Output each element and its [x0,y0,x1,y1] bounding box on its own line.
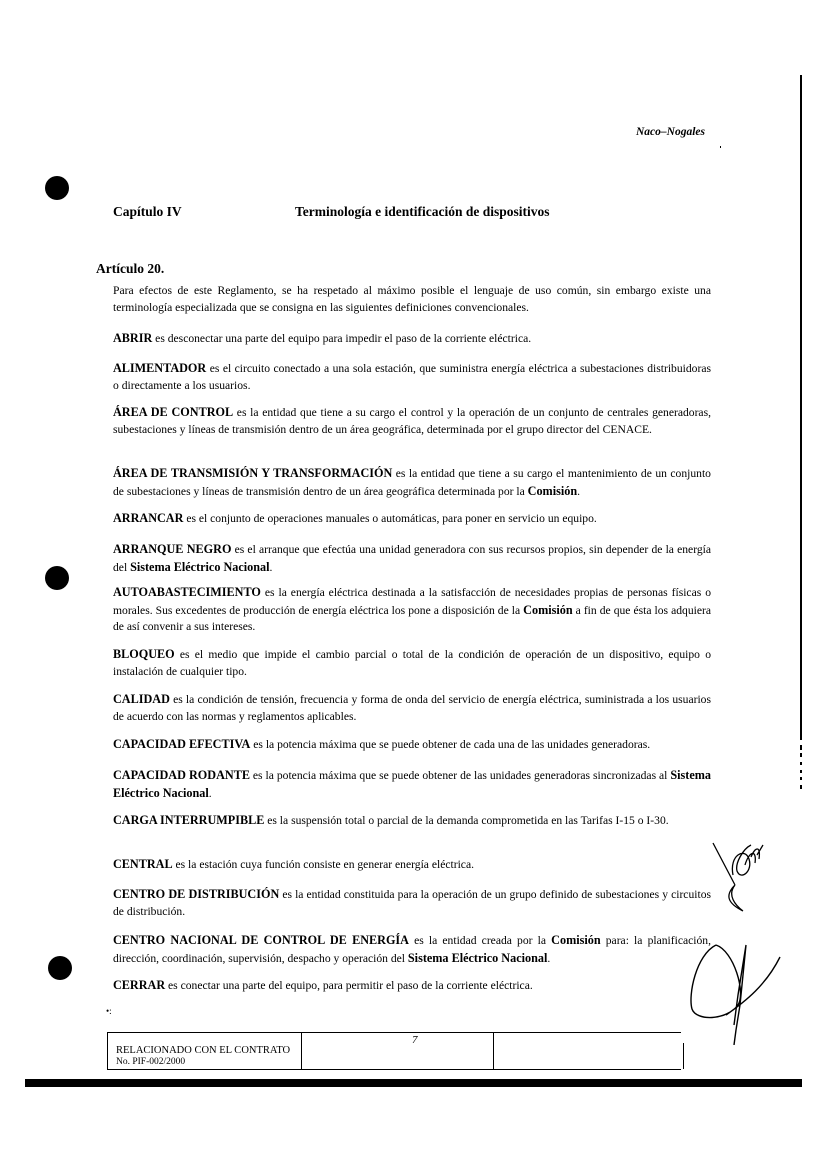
definition-text: es la potencia máxima que se puede obtener de cada una de las unidades generadoras. [250,738,651,751]
definition-term: ALIMENTADOR [113,361,207,375]
footer-middle-cell [302,1033,494,1069]
definition-bold: Sistema Eléctrico Nacional [113,768,711,800]
definition-text: es el conjunto de operaciones manuales o automáticas, para poner en servicio un equipo. [183,512,597,525]
definition-term: CAPACIDAD EFECTIVA [113,737,251,751]
definition-term: CENTRO DE DISTRIBUCIÓN [113,887,280,901]
definition-item [113,510,711,528]
definition-item [113,584,711,636]
definition-bold: Comisión [527,483,578,498]
definition-bold: Comisión [551,933,601,947]
chapter-title: Terminología e identificación de dispositivos [295,204,550,219]
definition-text: es el circuito conectado a una sola estación, que suministra energía eléctrica a subestaciones distribuidoras o directamente a los usuarios. [113,362,711,392]
footer-table [107,1032,681,1070]
definition-text: es la energía eléctrica destinada a la satisfacción de necesidades propias de personas físicas o morales. Sus excedentes de producción de energía eléctrica los pone a disposición de la [113,586,711,617]
punch-hole-middle [45,566,69,590]
definition-item [113,767,711,802]
definition-item [113,691,711,725]
contract-number: No. PIF-002/2000 [116,1057,186,1067]
definition-item [113,330,711,348]
definition-term: CALIDAD [113,692,170,706]
definition-tail: a fin de que ésta los adquiera de así convenir a sus intereses. [113,603,711,633]
definition-text: es la potencia máxima que se puede obtener de las unidades generadoras sincronizadas al [249,769,671,782]
definition-item [113,886,711,920]
definition-bold: Comisión [523,602,573,617]
bottom-bar [25,1079,802,1087]
signature-initials-icon [705,835,775,915]
definition-item [113,736,711,754]
definition-text: es la estación cuya función consiste en generar energía eléctrica. [172,858,474,871]
footer-contract-cell [108,1033,302,1069]
definition-term: ARRANQUE NEGRO [113,542,232,556]
definition-item [113,541,711,576]
table-right-tick [683,1043,684,1069]
definition-term: CENTRO NACIONAL DE CONTROL DE ENERGÍA [113,933,409,947]
definition-text: es el arranque que efectúa una unidad generadora con sus recursos propios, sin depender de la energía del [113,543,712,574]
page-mark: 7 [412,1034,418,1046]
stray-mark: •: [106,1006,112,1016]
punch-hole-top [45,176,69,200]
chapter-number: Capítulo IV [113,204,182,219]
definition-term: ÁREA DE CONTROL [113,405,234,419]
definition-item [113,465,711,500]
intro-paragraph: Para efectos de este Reglamento, se ha respetado al máximo posible el lenguaje de uso común, sin embargo existe una terminología especializada que se consigna en las siguientes definiciones convencionales. [113,284,711,314]
definition-text: es la entidad que tiene a su cargo el control y la operación de un conjunto de centrales generadoras, subestaciones y líneas de transmisión dentro de un área geográfica, determinada por el grupo director del CENACE. [113,406,711,436]
definition-text: es la condición de tensión, frecuencia y forma de onda del servicio de energía eléctrica, suministrada a los usuarios de acuerdo con las normas y reglamentos aplicables. [113,693,711,723]
signature-icon [686,935,786,1045]
definition-bold: Sistema Eléctrico Nacional [407,950,548,965]
definition-term: ABRIR [113,331,153,345]
definition-text: es desconectar una parte del equipo para impedir el paso de la corriente eléctrica. [152,332,532,345]
page-edge-dash [800,753,802,757]
definition-text: es la entidad constituida para la operación de un grupo definido de subestaciones y circuitos de distribución. [113,888,711,918]
definition-text: es conectar una parte del equipo, para permitir el paso de la corriente eléctrica. [165,979,533,992]
page-edge-dash [800,777,802,780]
header-location: Naco–Nogales [636,126,705,138]
definition-item [113,856,711,874]
page-edge-dash [800,770,802,773]
definition-term: ARRANCAR [113,511,184,525]
definition-tail: . [208,786,212,800]
definition-text: es la entidad creada por la [408,934,552,947]
definition-item [113,360,711,394]
definition-term: AUTOABASTECIMIENTO [113,585,261,599]
definition-item [113,646,711,680]
definition-tail: . [269,560,273,574]
contract-label: RELACIONADO CON EL CONTRATO [116,1045,291,1056]
definition-tail: . [547,951,551,965]
definition-term: CERRAR [113,978,166,992]
definition-text: es el medio que impide el cambio parcial o total de la condición de operación de un dispositivo, equipo o instalación de cualquier tipo. [113,648,711,678]
definition-text: es la suspensión total o parcial de la demanda comprometida en las Tarifas I-15 o I-30. [264,814,669,827]
speck [720,146,721,148]
footer-right-cell [494,1033,681,1069]
definition-tail: . [577,484,580,498]
definition-term: CAPACIDAD RODANTE [113,768,250,782]
page-edge-dash [800,745,802,750]
punch-hole-bottom [48,956,72,980]
definition-item [113,977,711,995]
page-edge-dash [800,785,802,789]
definition-text: para: la planificación, dirección, coordinación, supervisión, despacho y operación del [113,934,711,965]
page-edge-dash [800,762,802,765]
definition-item [113,812,711,830]
page-edge-line [800,75,802,740]
definition-bold: Sistema Eléctrico Nacional [130,559,270,574]
definition-term: CENTRAL [113,857,173,871]
definition-item [113,932,711,967]
definition-term: ÁREA DE TRANSMISIÓN Y TRANSFORMACIÓN [113,466,393,480]
definition-term: BLOQUEO [113,647,175,661]
article-label: Artículo 20. [96,261,165,276]
definition-item [113,404,711,438]
definition-term: CARGA INTERRUMPIBLE [113,813,265,827]
definition-text: es la entidad que tiene a su cargo el mantenimiento de un conjunto de subestaciones y líneas de transmisión dentro de un área geográfica determinada por la [113,467,711,498]
